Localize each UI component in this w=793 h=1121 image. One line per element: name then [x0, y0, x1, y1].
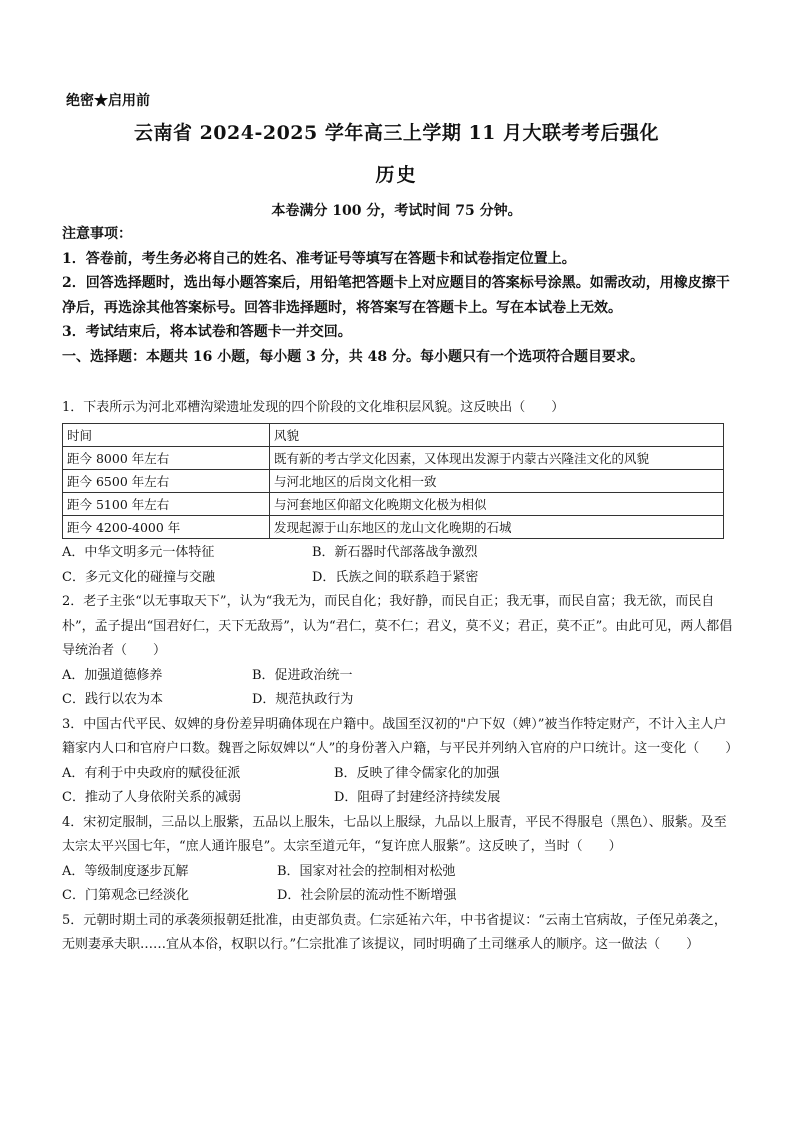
question-5-stem: 5．元朝时期土司的承袭须报朝廷批准，由吏部负责。仁宗延祐六年，中书省提议：“云南土官病故，子侄兄弟袭之，无则妻承夫职……宜从本俗，权职以行。”仁宗批准了该提议，同时明确了土司继承人的顺序。这一做法（ ）: [62, 912, 727, 952]
table-header: 时间: [63, 424, 270, 447]
notes-heading: 注意事项：: [62, 226, 132, 242]
score-time-info: 本卷满分 100 分，考试时间 75 分钟。: [271, 203, 522, 219]
option-b: B．国家对社会的控制相对松弛: [277, 863, 456, 879]
table-header: 风貌: [270, 424, 724, 447]
question-4-stem: 4．宋初定服制，三品以上服紫，五品以上服朱，七品以上服绿，九品以上服青，平民不得服皂（黑色）、服紫。及至太宗太平兴国七年，“庶人通许服皂”。太宗至道元年，“复许庶人服紫”。这反映了，当时（ ）: [62, 814, 727, 854]
option-a: A．有利于中央政府的赋役征派: [62, 765, 241, 781]
strata-table: [62, 423, 724, 539]
section-heading: 一、选择题：本题共 16 小题，每小题 3 分，共 48 分。每小题只有一个选项符合题目要求。: [62, 348, 644, 365]
notes-block: [62, 222, 734, 369]
option-b: B．新石器时代部落战争激烈: [312, 545, 478, 560]
table-header-row: [63, 424, 724, 447]
note-item: 2．回答选择题时，选出每小题答案后，用铅笔把答题卡上对应题目的答案标号涂黑。如需改动，用橡皮擦干净后，再选涂其他答案标号。回答非选择题时，将答案写在答题卡上。写在本试卷上无效。: [62, 275, 730, 316]
table-row: [63, 470, 724, 493]
option-a: A．加强道德修养: [62, 667, 163, 683]
question-4-options-row: [62, 860, 734, 885]
option-c: C．践行以农为本: [62, 692, 163, 707]
questions: [62, 396, 739, 958]
table-row: [63, 447, 724, 470]
option-d: D．氏族之间的联系趋于紧密: [312, 569, 479, 585]
question-3-options-row: [62, 762, 734, 787]
note-item: 3．考试结束后，将本试卷和答题卡一并交回。: [62, 324, 352, 340]
table-row: [63, 516, 724, 539]
question-1-options-row: [62, 566, 734, 591]
table-cell: 发现起源于山东地区的龙山文化晚期的石城: [270, 516, 724, 539]
table-cell: 距今 5100 年左右: [63, 493, 270, 516]
question-3-options-row: [62, 786, 734, 811]
question-2-stem: 2．老子主张“以无事取天下”，认为“我无为，而民自化；我好静，而民自正；我无事，而民自富；我无欲，而民自朴”，孟子提出“国君好仁，天下无敌焉”，认为“君仁，莫不仁；君义，莫不义；君正，莫不正”。由此可见，两人都倡导统治者（ ）: [62, 594, 733, 658]
question-1-stem: 1．下表所示为河北邓槽沟梁遗址发现的四个阶段的文化堆积层风貌。这反映出（ ）: [62, 400, 565, 415]
question-2-options-row: [62, 688, 734, 713]
subject-title: 历史: [375, 164, 418, 186]
option-c: C．多元文化的碰撞与交融: [62, 569, 215, 585]
exam-title: 云南省 2024-2025 学年高三上学期 11 月大联考考后强化: [133, 122, 660, 144]
table-cell: 与河套地区仰韶文化晚期文化极为相似: [270, 493, 724, 516]
question-4-options-row: [62, 884, 734, 909]
option-d: D．阻碍了封建经济持续发展: [334, 790, 501, 805]
table-cell: 既有新的考古学文化因素，又体现出发源于内蒙古兴隆洼文化的风貌: [270, 447, 724, 470]
option-c: C．门第观念已经淡化: [62, 888, 189, 903]
table-row: [63, 493, 724, 516]
option-d: D．社会阶层的流动性不断增强: [277, 888, 457, 903]
table-cell: 距今 6500 年左右: [63, 470, 270, 493]
option-d: D．规范执政行为: [252, 692, 354, 707]
note-item: 1．答卷前，考生务必将自己的姓名、准考证号等填写在答题卡和试卷指定位置上。: [62, 250, 576, 267]
table-cell: 与河北地区的后岗文化相一致: [270, 470, 724, 493]
table-cell: 距今 4200-4000 年: [63, 516, 270, 539]
option-a: A．等级制度逐步瓦解: [62, 863, 189, 879]
option-b: B．反映了律令儒家化的加强: [334, 765, 500, 781]
table-cell: 距今 8000 年左右: [63, 447, 270, 470]
question-2-options-row: [62, 664, 734, 689]
question-1-options-row: [62, 541, 734, 566]
option-c: C．推动了人身依附关系的减弱: [62, 790, 241, 805]
option-b: B．促进政治统一: [252, 667, 353, 683]
question-3-stem: 3．中国古代平民、奴婢的身份差异明确体现在户籍中。战国至汉初的"户下奴（婢）”被当作特定财产，不计入主人户籍家内人口和官府户口数。魏晋之际奴婢以“人”的身份著入户籍，与平民并列纳入官府的户口统计。这一变化（ ）: [62, 716, 739, 756]
option-a: A．中华文明多元一体特征: [62, 545, 215, 560]
confidential-mark: 绝密★启用前: [66, 93, 150, 109]
